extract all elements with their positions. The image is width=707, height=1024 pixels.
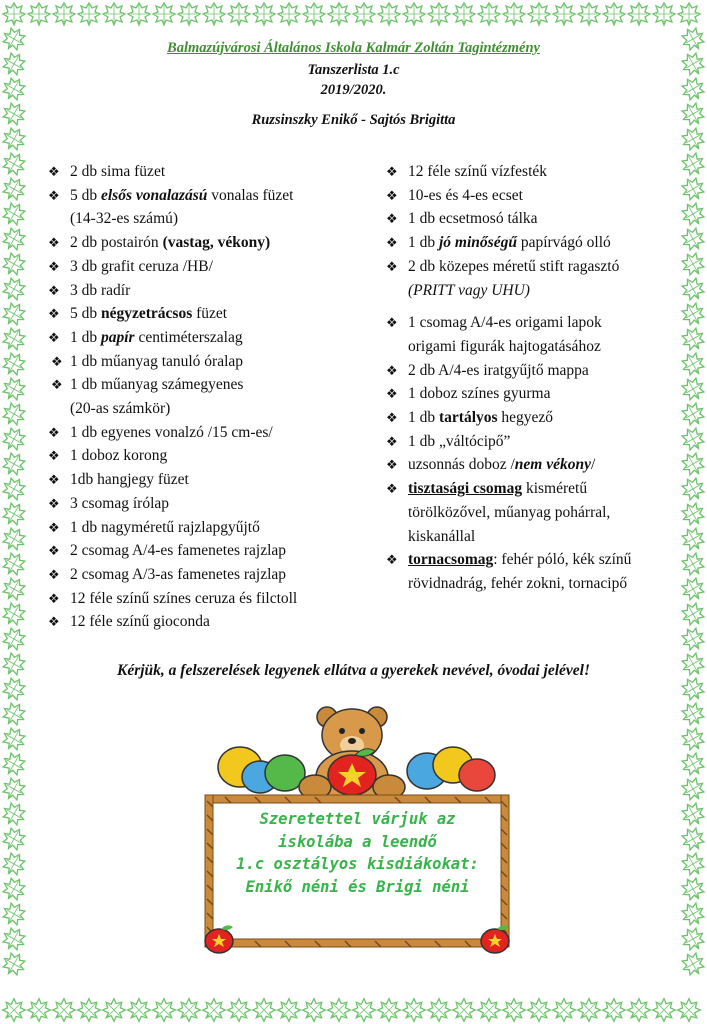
list-item: ❖ 5 db elsős vonalazású vonalas füzet (14-32-es számú) xyxy=(48,184,378,231)
list-item: ❖ 3 db radír xyxy=(48,279,378,303)
diamond-bullet-icon: ❖ xyxy=(48,543,60,559)
diamond-bullet-icon: ❖ xyxy=(48,282,60,298)
diamond-bullet-icon: ❖ xyxy=(48,519,60,535)
diamond-bullet-icon: ❖ xyxy=(386,258,398,274)
list-item: ❖ 12 féle színű gioconda xyxy=(48,610,378,634)
list-item: ❖ 2 csomag A/4-es famenetes rajzlap xyxy=(48,539,378,563)
supply-list-left xyxy=(48,160,378,634)
list-item: ❖ 3 db grafit ceruza /HB/ xyxy=(48,255,378,279)
diamond-bullet-icon: ❖ xyxy=(386,386,398,402)
teacher-names: Ruzsinszky Enikő - Sajtós Brigitta xyxy=(251,112,456,128)
school-name: Balmazújvárosi Általános Iskola Kalmár Zoltán Tagintézmény xyxy=(167,40,540,56)
list-item: ❖ 1 db jó minőségű papírvágó olló xyxy=(386,231,686,255)
diamond-bullet-icon: ❖ xyxy=(51,353,63,369)
list-item: ❖ 1 csomag A/4-es origami lapok origami figurák hajtogatásához xyxy=(386,311,686,358)
list-item: ❖ 1 db nagyméretű rajzlapgyűjtő xyxy=(48,516,378,540)
list-item: ❖ 3 csomag írólap xyxy=(48,492,378,516)
list-item: ❖ 2 db közepes méretű stift ragasztó (PRITT vagy UHU) xyxy=(386,255,686,302)
list-item: ❖ 10-es és 4-es ecset xyxy=(386,184,686,208)
diamond-bullet-icon: ❖ xyxy=(386,164,398,179)
list-item: ❖ 12 féle színű színes ceruza és filctoll xyxy=(48,587,378,611)
label-notice: Kérjük, a felszerelések legyenek ellátva a gyerekek nevével, óvodai jelével! xyxy=(116,662,590,679)
list-item: ❖ tisztasági csomag kisméretű törölközővel, műanyag pohárral, kiskanállal xyxy=(386,477,686,548)
list-item: ❖ 1 db műanyag tanuló óralap xyxy=(48,350,378,374)
list-title: Tanszerlista 1.c xyxy=(307,62,400,78)
list-item: ❖ 1db hangjegy füzet xyxy=(48,468,378,492)
diamond-bullet-icon: ❖ xyxy=(48,448,60,464)
list-item: ❖ 12 féle színű vízfesték xyxy=(386,160,686,184)
diamond-bullet-icon: ❖ xyxy=(48,235,60,251)
list-item: ❖ 2 db postairón (vastag, vékony) xyxy=(48,231,378,255)
spacer xyxy=(386,302,686,311)
list-item: ❖ 1 db egyenes vonalzó /15 cm-es/ xyxy=(48,421,378,445)
list-item: ❖ 2 db sima füzet xyxy=(48,160,378,184)
diamond-bullet-icon: ❖ xyxy=(386,362,398,378)
diamond-bullet-icon: ❖ xyxy=(48,614,60,630)
diamond-bullet-icon: ❖ xyxy=(386,457,398,473)
diamond-bullet-icon: ❖ xyxy=(48,187,60,203)
diamond-bullet-icon: ❖ xyxy=(48,472,60,488)
list-item: ❖ uzsonnás doboz /nem vékony/ xyxy=(386,453,686,477)
list-item: ❖ 1 db tartályos hegyező xyxy=(386,406,686,430)
diamond-bullet-icon: ❖ xyxy=(386,433,398,449)
supply-list-right xyxy=(386,160,686,596)
list-item: ❖ 2 csomag A/3-as famenetes rajzlap xyxy=(48,563,378,587)
list-item: ❖ 2 db A/4-es iratgyűjtő mappa xyxy=(386,359,686,383)
welcome-message: Szeretettel várjuk az iskolába a leendő 1.c osztályos kisdiákokat: Enikő néni és Brigi néni xyxy=(236,810,479,896)
diamond-bullet-icon: ❖ xyxy=(386,481,398,497)
list-item: ❖ 1 db „váltócipő” xyxy=(386,430,686,454)
diamond-bullet-icon: ❖ xyxy=(51,377,63,393)
list-item: ❖ 1 doboz korong xyxy=(48,444,378,468)
diamond-bullet-icon: ❖ xyxy=(48,590,60,606)
diamond-bullet-icon: ❖ xyxy=(386,315,398,331)
list-item: ❖ 5 db négyzetrácsos füzet xyxy=(48,302,378,326)
list-item: ❖ 1 db papír centiméterszalag xyxy=(48,326,378,350)
list-item: ❖ 1 doboz színes gyurma xyxy=(386,382,686,406)
diamond-bullet-icon: ❖ xyxy=(48,306,60,322)
diamond-bullet-icon: ❖ xyxy=(386,410,398,426)
diamond-bullet-icon: ❖ xyxy=(386,211,398,227)
list-item: ❖ 1 db ecsetmosó tálka xyxy=(386,207,686,231)
list-item: ❖ tornacsomag: fehér póló, kék színű rövidnadrág, fehér zokni, tornacipő xyxy=(386,548,686,595)
diamond-bullet-icon: ❖ xyxy=(386,235,398,251)
diamond-bullet-icon: ❖ xyxy=(48,164,60,179)
diamond-bullet-icon: ❖ xyxy=(386,552,398,568)
diamond-bullet-icon: ❖ xyxy=(48,258,60,274)
diamond-bullet-icon: ❖ xyxy=(48,566,60,582)
school-year: 2019/2020. xyxy=(320,82,387,98)
diamond-bullet-icon: ❖ xyxy=(48,495,60,511)
list-item: ❖ 1 db műanyag számegyenes (20-as számkör) xyxy=(48,373,378,420)
diamond-bullet-icon: ❖ xyxy=(386,187,398,203)
diamond-bullet-icon: ❖ xyxy=(48,424,60,440)
diamond-bullet-icon: ❖ xyxy=(48,329,60,345)
